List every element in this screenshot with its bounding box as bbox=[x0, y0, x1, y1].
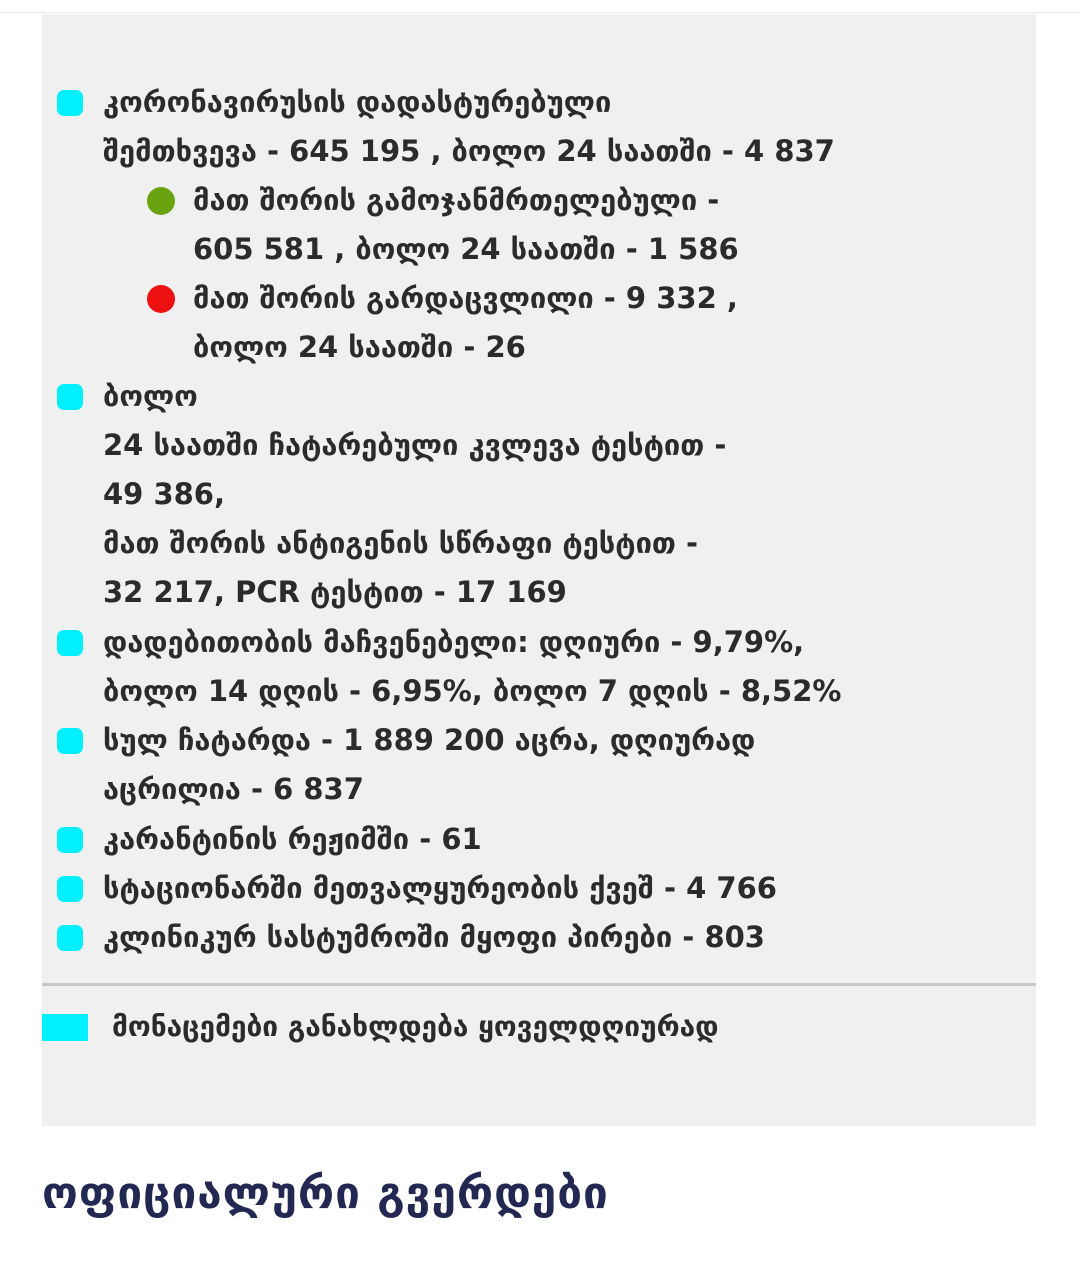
vaccination-line-1: სულ ჩატარდა - 1 889 200 აცრა, დღიურად bbox=[103, 723, 756, 757]
positivity-bullet bbox=[57, 630, 83, 656]
tests-bullet bbox=[57, 384, 83, 410]
legend-swatch bbox=[42, 1014, 88, 1041]
panel-separator bbox=[42, 983, 1036, 986]
inpatient-bullet bbox=[57, 876, 83, 902]
positivity-line-1: დადებითობის მაჩვენებელი: დღიური - 9,79%, bbox=[103, 625, 805, 659]
tests-line-5: 32 217, PCR ტესტით - 17 169 bbox=[103, 575, 567, 609]
tests-line-4: მათ შორის ანტიგენის სწრაფი ტესტით - bbox=[103, 526, 699, 560]
deaths-line-1: მათ შორის გარდაცვლილი - 9 332 , bbox=[193, 281, 738, 315]
quarantine-line: კარანტინის რეჟიმში - 61 bbox=[103, 822, 482, 856]
recovered-bullet bbox=[147, 187, 175, 215]
confirmed-line-2: შემთხვევა - 645 195 , ბოლო 24 საათში - 4 837 bbox=[103, 134, 835, 168]
positivity-line-2: ბოლო 14 დღის - 6,95%, ბოლო 7 დღის - 8,52% bbox=[103, 674, 842, 708]
deaths-bullet bbox=[147, 285, 175, 313]
section-title: ოფიციალური გვერდები bbox=[42, 1168, 609, 1219]
tests-line-1: ბოლო bbox=[103, 379, 198, 413]
confirmed-bullet bbox=[57, 90, 83, 116]
legend-text: მონაცემები განახლდება ყოველდღიურად bbox=[112, 1010, 719, 1043]
tests-line-3: 49 386, bbox=[103, 477, 226, 511]
deaths-line-2: ბოლო 24 საათში - 26 bbox=[193, 330, 526, 364]
tests-line-2: 24 საათში ჩატარებული კვლევა ტესტით - bbox=[103, 428, 727, 462]
inpatient-line: სტაციონარში მეთვალყურეობის ქვეშ - 4 766 bbox=[103, 871, 777, 905]
confirmed-line-1: კორონავირუსის დადასტურებული bbox=[103, 85, 612, 119]
quarantine-bullet bbox=[57, 827, 83, 853]
vaccination-line-2: აცრილია - 6 837 bbox=[103, 772, 364, 806]
top-divider bbox=[0, 12, 1080, 13]
recovered-line-1: მათ შორის გამოჯანმრთელებული - bbox=[193, 183, 720, 217]
vaccination-bullet bbox=[57, 728, 83, 754]
clinical-hotel-bullet bbox=[57, 925, 83, 951]
recovered-line-2: 605 581 , ბოლო 24 საათში - 1 586 bbox=[193, 232, 739, 266]
clinical-hotel-line: კლინიკურ სასტუმროში მყოფი პირები - 803 bbox=[103, 920, 765, 954]
